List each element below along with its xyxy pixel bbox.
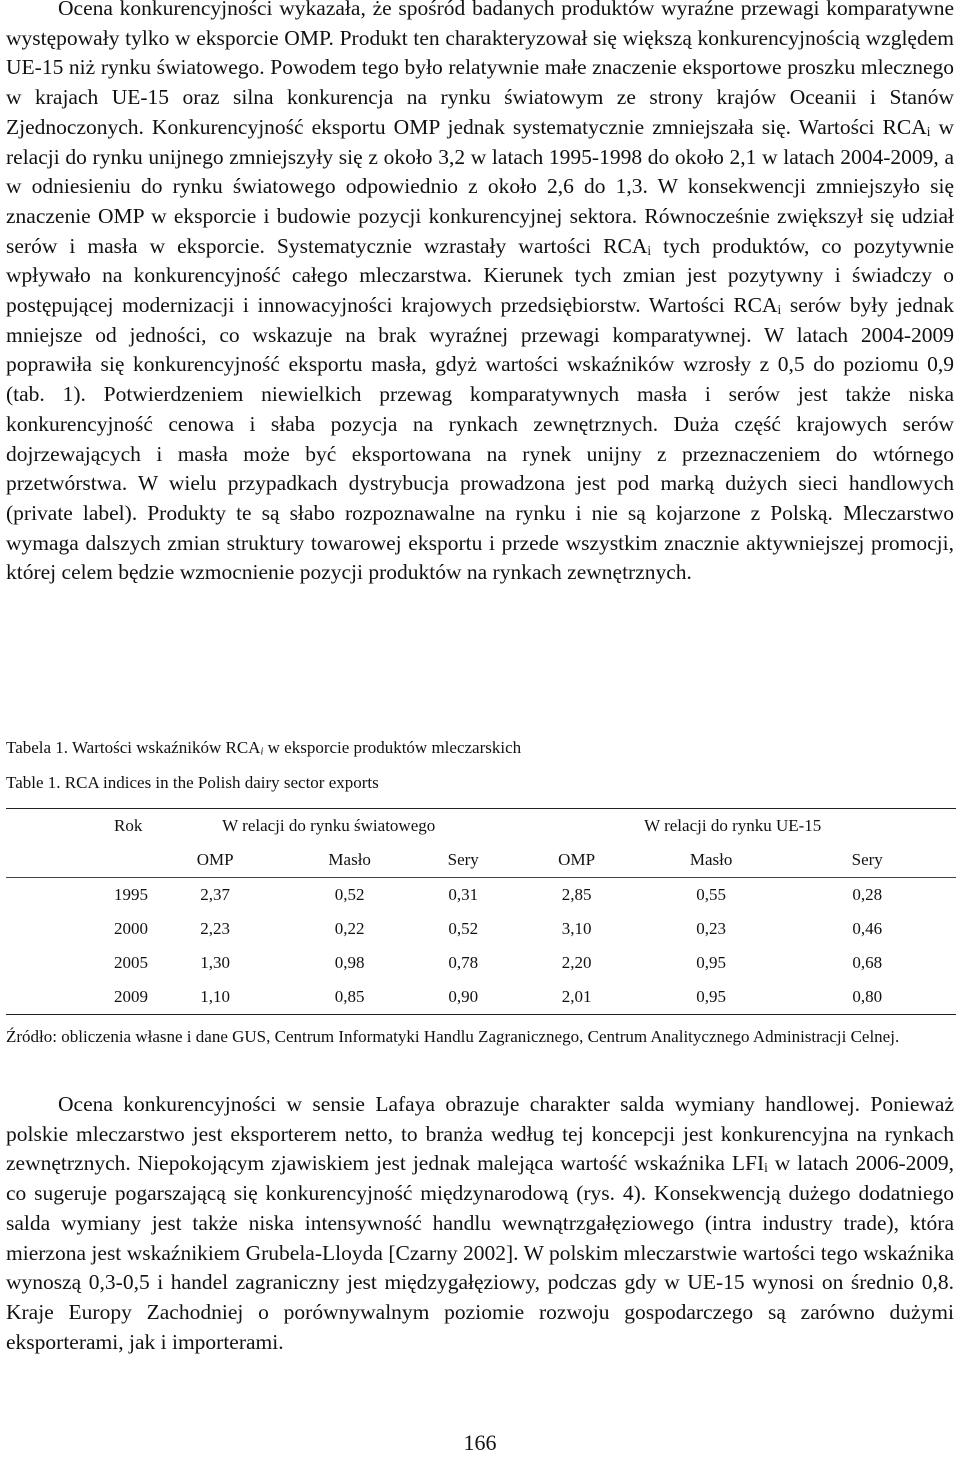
value-cell: 0,55 [644,878,779,913]
body-paragraph-2 [6,1090,954,1357]
paragraph-1-text-4: serów były jednak mniejsze od jedności, co wskazuje na brak wyraźnej przewagi komparatywnej. W latach 2004-2009 poprawiła się konkurencyjność eksportu masła, gdyż wartości wskaźników wzrosły z 0,5 do poziomu 0,9 (tab. 1). Potwierdzeniem niewielkich przewag komparatywnych masła i serów jest także niska konkurencyjność cenowa i słaba pozycja na rynkach zewnętrznych. Duża część krajowych serów dojrzewających i masła może być eksportowana na rynek unijny z przeznaczeniem do wtórnego przetwórstwa. W wielu przypadkach dystrybucja prowadzona jest pod marką dużych sieci handlowych (private label). Produkty te są słabo rozpoznawalne na rynku i nie są kojarzone z Polską. Mleczarstwo wymaga dalszych zmian struktury towarowej eksportu i przede wszystkim znacznie aktywniejszej promocji, której celem będzie wzmocnienie pozycji produktów na rynkach zewnętrznych. [6,293,954,585]
subscript-i: i [926,123,931,139]
value-cell: 0,85 [282,980,417,1015]
value-cell: 0,90 [417,980,509,1015]
page-number: 166 [463,1430,497,1455]
subheader-maslo-eu: Masło [689,850,733,869]
header-eu15-market: W relacji do rynku UE-15 [509,809,956,844]
table-caption-english: Table 1. RCA indices in the Polish dairy sector exports [6,773,379,792]
subscript-i: i [647,242,652,258]
table-subheader-row [6,843,956,878]
value-cell: 0,80 [778,980,956,1015]
value-cell: 1,10 [148,980,282,1015]
value-cell: 2,01 [509,980,643,1015]
header-rok: Rok [6,809,148,844]
value-cell: 0,68 [852,953,883,972]
table-source-note: Źródło: obliczenia własne i dane GUS, Centrum Informatyki Handlu Zagranicznego, Centrum Analitycznego Administracji Celnej. [6,1027,900,1046]
caption-text: Tabela 1. Wartości wskaźników RCA [6,738,261,757]
value-cell: 0,95 [696,953,726,972]
table-row [6,878,956,913]
value-cell: 2,85 [509,878,643,913]
value-cell: 0,31 [417,878,509,913]
header-world-market: W relacji do rynku światowego [148,809,509,844]
paragraph-1-text-1: Ocena konkurencyjności wykazała, że spośród badanych produktów wyraźne przewagi komparatywne występowały tylko w eksporcie OMP. Produkt ten charakteryzował się większą konkurencyjnością względem UE-15 niż rynku światowego. Powodem tego było relatywnie małe znaczenie eksportowe proszku mlecznego w krajach UE-15 oraz silna konkurencja na rynku światowym ze strony krajów Oceanii i Stanów Zjednoczonych. Konkurencyjność eksportu OMP jednak systematycznie zmniejszała się. Wartości RCA [6,0,954,139]
value-cell: 0,52 [282,878,417,913]
subheader-empty [6,843,148,878]
value-cell: 3,10 [561,919,592,938]
value-cell: 0,98 [334,953,365,972]
value-cell: 1,30 [200,953,231,972]
paragraph-1-text-2: w relacji do rynku unijnego zmniejszyły się z około 3,2 w latach 1995-1998 do około 2,1 w latach 2004-2009, a w odniesieniu do rynku światowego odpowiednio z około 2,6 do 1,3. W konsekwencji zmniejszyło się znaczenie OMP w eksporcie i budowie pozycji konkurencyjnej sektora. Równocześnie zwiększył się udział serów i masła w eksporcie. Systematycznie wzrastały wartości RCA [6,114,955,258]
value-cell: 0,23 [696,919,726,938]
paragraph-1-text-3: tych produktów, co pozytywnie wpływało na konkurencyjność całego mleczarstwa. Kierunek tych zmian jest pozytywny i świadczy o postępującej modernizacji i innowacyjności krajowych przedsiębiorstw. Wartości RCA [6,233,954,318]
year-cell: 2009 [6,980,148,1015]
value-cell: 2,20 [561,953,592,972]
subscript-i: i [777,302,782,318]
paragraph-2-text-1: Ocena konkurencyjności w sensie Lafaya obrazuje charakter salda wymiany handlowej. Ponieważ polskie mleczarstwo jest eksporterem netto, to branża według tej koncepcji jest konkurencyjna na rynkach zewnętrznych. Niepokojącym zjawiskiem jest jednak malejąca wartość wskaźnika LFI [6,1092,954,1176]
year-cell: 2005 [114,953,148,972]
value-cell: 2,23 [200,919,231,938]
table-row [6,946,956,980]
body-paragraph-1 [6,0,954,588]
subheader-maslo-world: Masło [328,850,371,869]
rca-table [6,808,956,1015]
value-cell: 0,52 [448,919,479,938]
subscript-i: i [260,746,264,758]
table-row [6,912,956,946]
value-cell: 0,78 [448,953,479,972]
table-header-row [6,809,956,844]
value-cell: 2,37 [148,878,282,913]
value-cell: 0,46 [852,919,883,938]
value-cell: 0,28 [778,878,956,913]
year-cell: 1995 [6,878,148,913]
value-cell: 0,95 [644,980,779,1015]
subheader-sery-eu: Sery [851,850,883,869]
subheader-omp-eu: OMP [558,850,596,869]
table-row [6,980,956,1015]
subscript-i: i [764,1160,768,1176]
value-cell: 0,22 [334,919,365,938]
subheader-omp-world: OMP [196,850,234,869]
paragraph-2-text-2: w latach 2006-2009, co sugeruje pogarszającą się konkurencyjność międzynarodową (rys. 4). Konsekwencją dużego dodatniego salda wymiany jest także niska intensywność handlu wewnątrzgałęziowego (intra industry trade), która mierzona jest wskaźnikiem Grubela-Lloyda [Czarny 2002]. W polskim mleczarstwie wartości tego wskaźnika wynoszą 0,3-0,5 i handel zagraniczny jest międzygałęziowy, podczas gdy w UE-15 wynosi on średnio 0,8. Kraje Europy Zachodniej o porównywalnym poziomie rozwoju gospodarczego są zarówno dużymi eksporterami, jak i importerami. [6,1151,954,1354]
year-cell: 2000 [114,919,148,938]
table-caption-polish [6,737,521,759]
subheader-sery-world: Sery [447,850,479,869]
caption-text-end: w eksporcie produktów mleczarskich [263,738,522,757]
